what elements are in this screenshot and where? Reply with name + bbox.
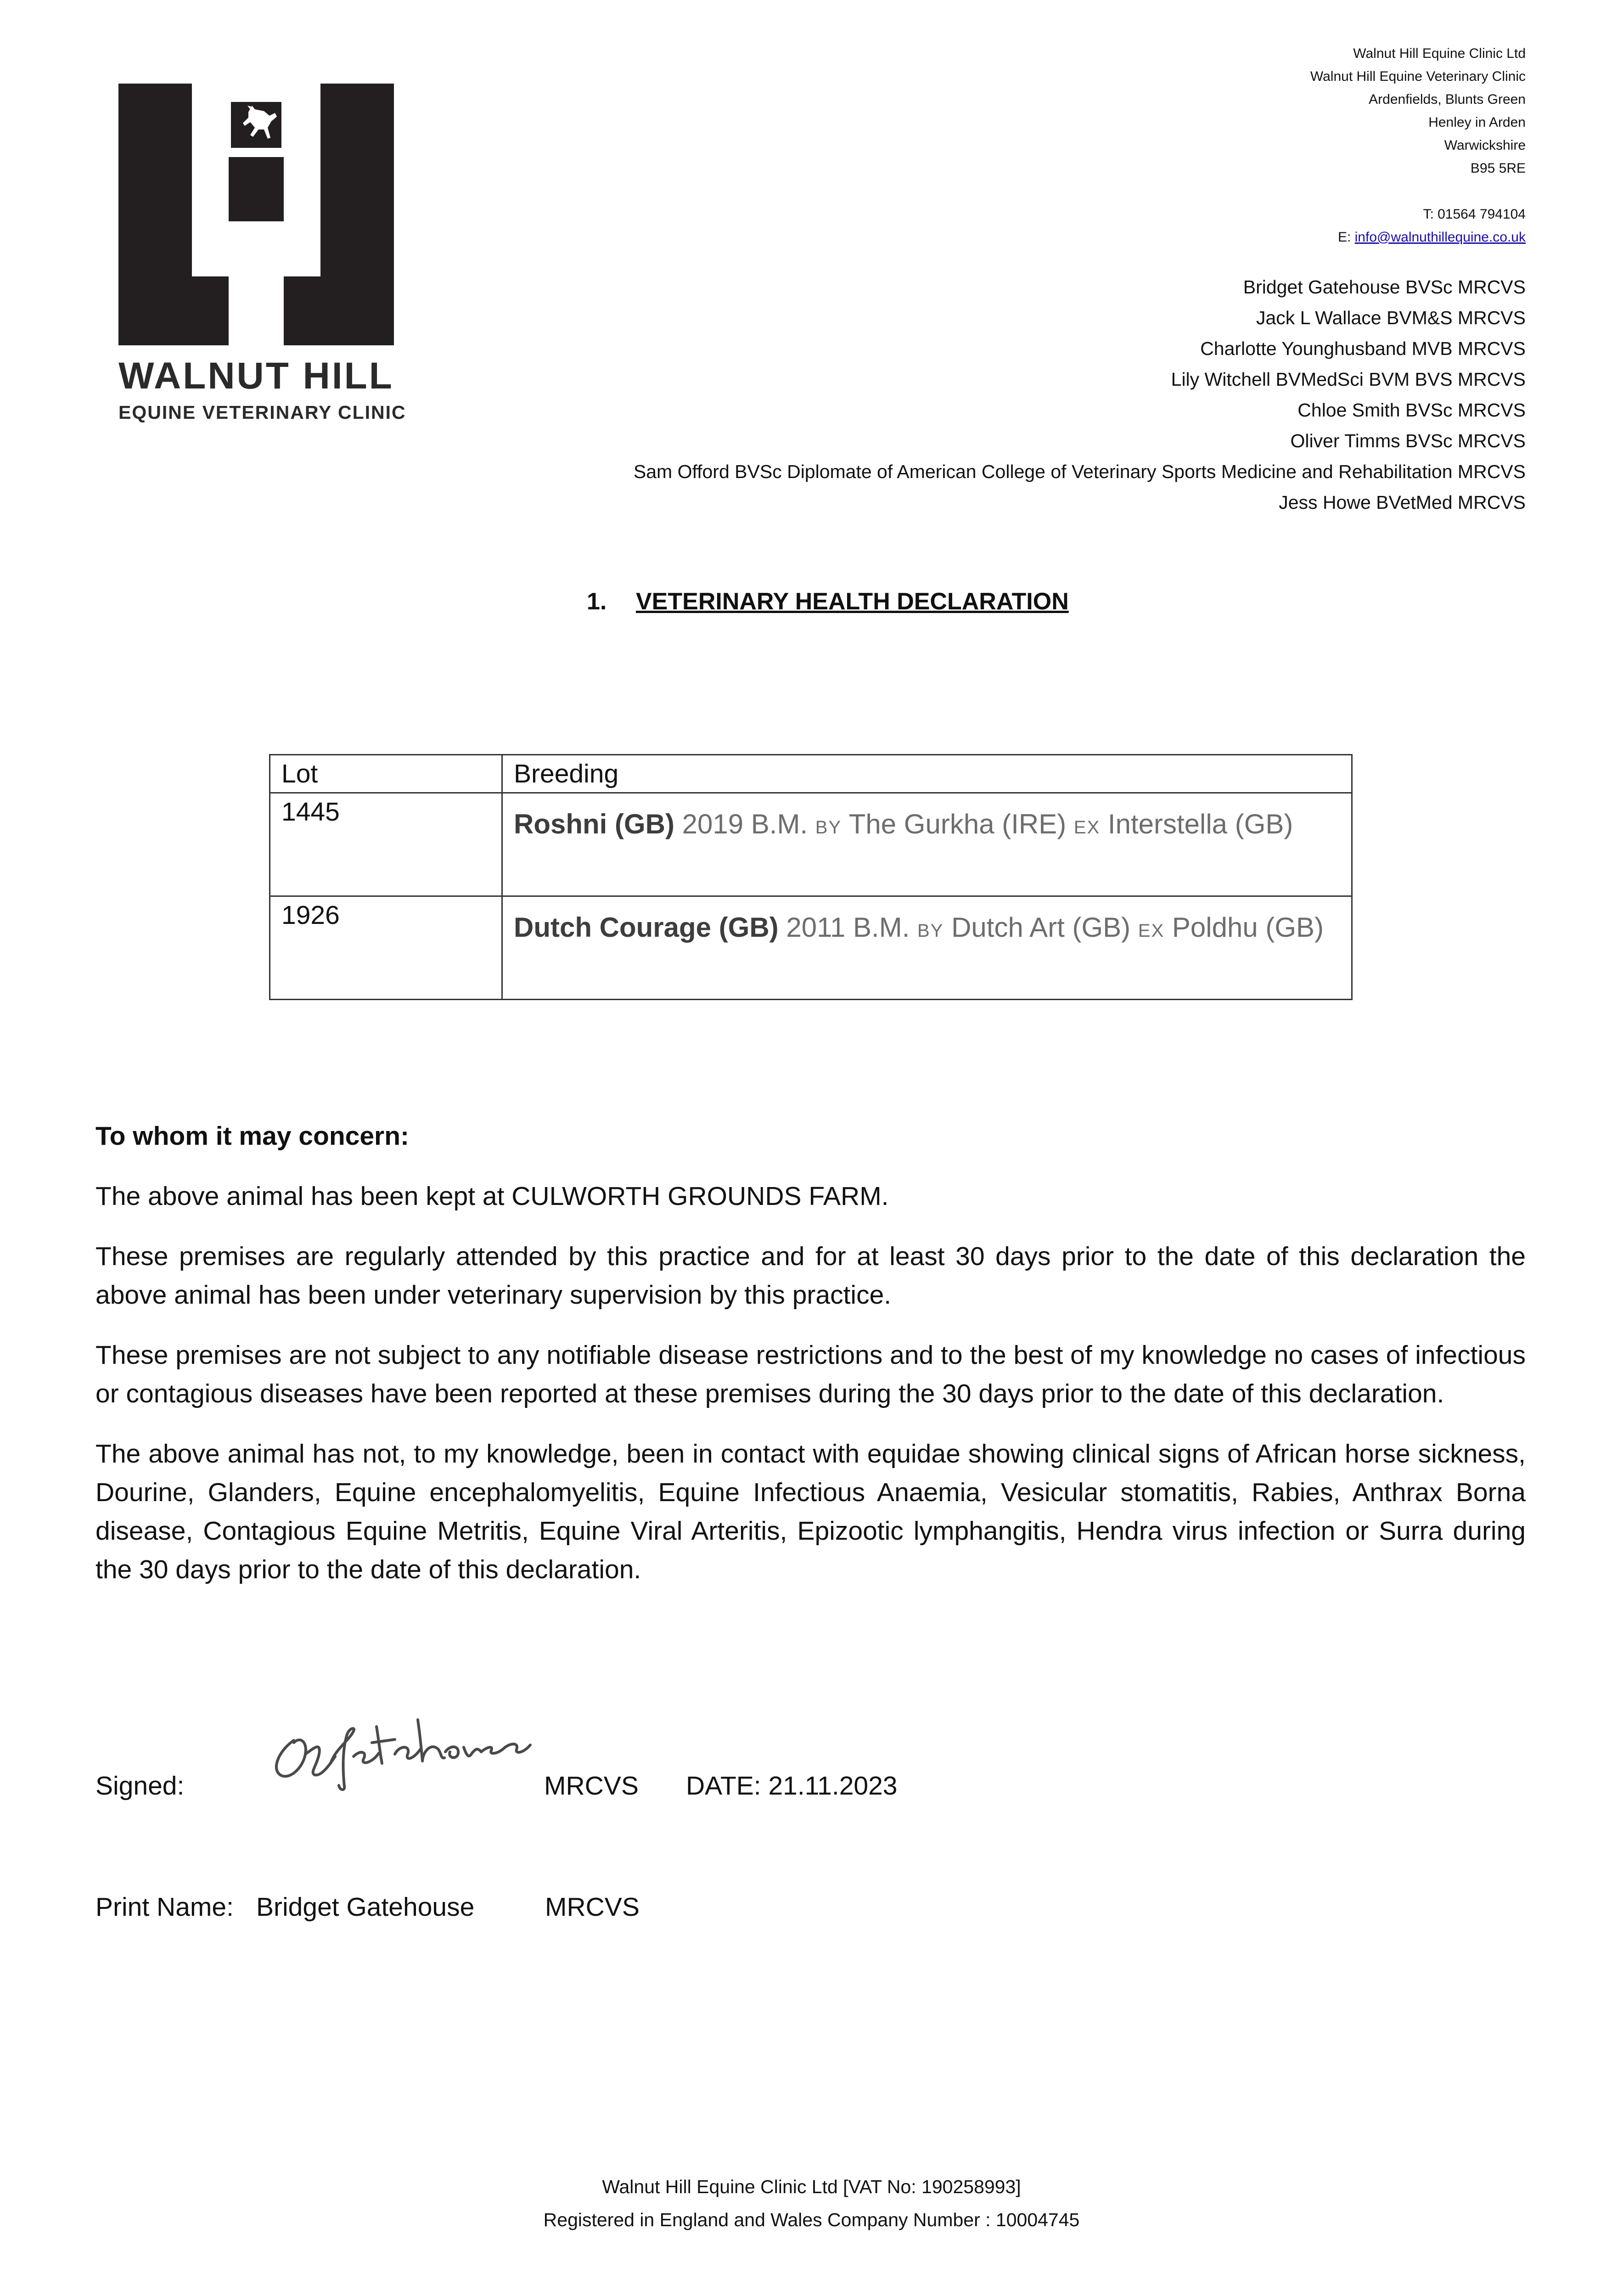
footer-registration: Registered in England and Wales Company Number : 10004745 (543, 2209, 1080, 2230)
staff-list (634, 272, 1526, 518)
lot-number: 1926 (281, 900, 340, 930)
email-label: E: (1337, 230, 1355, 245)
print-name: Bridget Gatehouse (256, 1892, 475, 1922)
address-line: Walnut Hill Equine Veterinary Clinic (1310, 69, 1526, 84)
email-link[interactable]: info@walnuthillequine.co.uk (1354, 230, 1526, 245)
horse-details: 2011 B.M. (786, 912, 910, 943)
address-line: Henley in Arden (1428, 115, 1526, 130)
declaration-paragraph: These premises are not subject to any notifiable disease restrictions and to the best of my knowledge no cases of infectious or contagious diseases have been reported at these premises during the 30 days prior to the date of this declaration. (95, 1340, 1526, 1408)
handwritten-signature (262, 1699, 546, 1800)
address-line: Ardenfields, Blunts Green (1369, 92, 1526, 107)
horse-icon (222, 84, 291, 157)
horse-details: 2019 B.M. (682, 809, 808, 839)
lot-table (269, 754, 1353, 1000)
footer-vat: Walnut Hill Equine Clinic Ltd [VAT No: 190258993] (602, 2176, 1021, 2197)
declaration-paragraph: These premises are regularly attended by this practice and for at least 30 days prior to the date of this declaration the above animal has been under veterinary supervision by this practice. (95, 1242, 1526, 1310)
horse-name: Roshni (GB) (514, 809, 674, 839)
header-lot: Lot (270, 755, 502, 793)
address-line: Warwickshire (1444, 138, 1526, 153)
declaration-paragraph: The above animal has been kept at CULWORTH GROUNDS FARM. (95, 1182, 889, 1211)
staff-member: Charlotte Younghusband MVB MRCVS (1200, 338, 1526, 359)
dam-name: Poldhu (GB) (1172, 912, 1324, 943)
document-heading (587, 588, 1069, 615)
staff-member: Oliver Timms BVSc MRCVS (1290, 430, 1526, 451)
declaration-date: DATE: 21.11.2023 (686, 1771, 898, 1801)
salutation: To whom it may concern: (95, 1121, 410, 1151)
logo-h-mark (118, 84, 394, 345)
ex-label: EX (1138, 921, 1165, 941)
heading-number: 1. (587, 588, 607, 615)
sire-name: The Gurkha (IRE) (848, 809, 1067, 839)
breeding-info (514, 807, 1340, 844)
declaration-body (95, 1117, 1526, 1610)
dam-name: Interstella (GB) (1107, 809, 1293, 839)
signer-qualification: MRCVS (544, 1771, 639, 1801)
breeding-info (514, 911, 1340, 948)
print-qualification: MRCVS (545, 1892, 640, 1922)
declaration-paragraph: The above animal has not, to my knowledge, been in contact with equidae showing clinical signs of African horse sickness, Dourine, Glanders, Equine encephalomyelitis, Equine Infectious Anaemia, Vesicular stomatitis, Rabies, Anthrax Borna disease, Contagious Equine Metritis, Equine Viral Arteritis, Epizootic lymphangitis, Hendra virus infection or Surra during the 30 days prior to the date of this declaration. (95, 1439, 1526, 1584)
table-header-row (270, 755, 1352, 793)
staff-member: Chloe Smith BVSc MRCVS (1297, 400, 1526, 421)
lot-number: 1445 (281, 797, 340, 827)
logo-name: WALNUT HILL (118, 355, 394, 397)
horse-name: Dutch Courage (GB) (514, 912, 779, 943)
staff-member: Sam Offord BVSc Diplomate of American College of Veterinary Sports Medicine and Rehabilitation MRCVS (633, 461, 1526, 482)
header-breeding: Breeding (502, 755, 1352, 793)
by-label: BY (917, 921, 944, 941)
address-line: Walnut Hill Equine Clinic Ltd (1353, 46, 1526, 61)
staff-member: Bridget Gatehouse BVSc MRCVS (1243, 276, 1526, 298)
heading-title: VETERINARY HEALTH DECLARATION (636, 588, 1069, 615)
clinic-logo (118, 84, 406, 423)
table-row (270, 896, 1352, 1000)
signed-label: Signed: (95, 1771, 185, 1801)
logo-subtitle: EQUINE VETERINARY CLINIC (118, 402, 406, 423)
ex-label: EX (1073, 817, 1101, 838)
table-row (270, 793, 1352, 896)
email-row (1310, 226, 1526, 249)
staff-member: Jess Howe BVetMed MRCVS (1279, 492, 1526, 513)
staff-member: Lily Witchell BVMedSci BVM BVS MRCVS (1171, 369, 1526, 390)
address-line: B95 5RE (1470, 161, 1526, 176)
by-label: BY (815, 817, 842, 838)
sire-name: Dutch Art (GB) (951, 912, 1131, 943)
print-name-label: Print Name: (95, 1892, 234, 1922)
phone-number: T: 01564 794104 (1423, 207, 1526, 222)
clinic-address (1310, 42, 1526, 249)
staff-member: Jack L Wallace BVM&S MRCVS (1256, 307, 1526, 328)
